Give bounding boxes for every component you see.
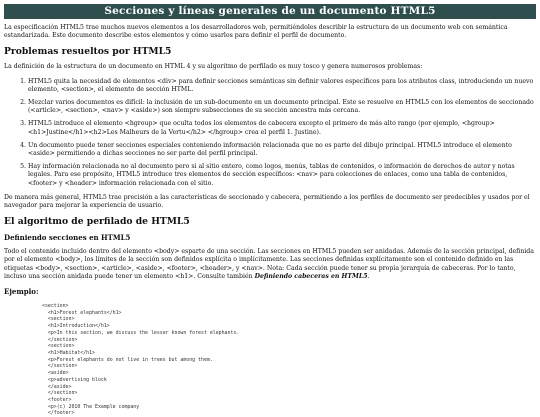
problems-lead: La definición de la estructura de un documento en HTML 4 y su algoritmo de perfilado es muy tosco y genera numerosos problemas: [4,63,423,71]
list-item: 1. HTML5 quita la necesidad de elementos <div> para definir secciones semánticas sin definir valores específicos para los atributos class, introduciendo un nuevo elemento, <section>, el elemento de sección HTML. [28,78,536,94]
sections-body-end: . [367,272,370,280]
intro-paragraph: La especificación HTML5 trae muchos nuevos elementos a los desarrolladores web, permitiéndoles describir la estructura de un documento web con semántica estandarizada. Este documento describe estos elementos y cómo usarlos para definir el perfil de documento. [4,24,508,40]
list-item: 4. Un documento puede tener secciones especiales conteniendo información relacionada que no es parte del dibujo principal. HTML5 introduce el elemento <aside> permitiendo a dichas secciones no ser parte del perfil principal. [28,142,536,158]
sections-paragraph [4,248,536,281]
sections-body-text: Todo el contenido incluido dentro del elemento <body> esparte de una sección. Las secciones en HTML5 pueden ser anidadas. Además de la sección principal, definida por el elemento <body>, los límites de la sección son definidos explícita o implícitamente. Las secciones definidas explícitamente son el contenido definido en las etiquetas <body>, <section>, <article>, <aside>, <footer>, <header>, y <nav>. Nota: Cada sección puede tener su propia jerarquía de cabeceras. Por lo tanto, incluso una sección anidada puede tener un elemento <h1>. Consulte también [4,248,534,280]
defining-headers-link[interactable]: Definiendo cabeceras en HTML5 [254,272,368,280]
section-heading-problems: Problemas resueltos por HTML5 [4,46,172,58]
list-item: 5. Hay información relacionada no al documento pero si al sitio entero, como logos, menús, tablas de contenidos, o información de derechos de autor y notas legales. Para ese propósito, HTML5 introduce tres elementos de sección específicos: <nav> para colecciones de enlaces, como una tabla de contenidos, <footer> y <header> información relacionada con el sitio. [28,163,536,188]
section-heading-algorithm: El algoritmo de perfilado de HTML5 [4,216,190,228]
list-item: 2. Mezclar varios documentos es difícil: la inclusión de un sub-documento en un documento principal. Este se resuelve en HTML5 con los elementos de seccionado (<article>, <section>, <nav> y <aside>) son siempre subsecciones de su sección ancestra más cercana. [28,99,536,115]
problems-closing: De manera más general, HTML5 trae precisión a las características de seccionado y cabecera, permitiendo a los perfiles de documento ser predecibles y usados por el navegador para mejorar la experiencia de usuario. [4,193,530,210]
list-item: 3. HTML5 introduce el elemento <hgroup> que oculta todos los elementos de cabecera excepto el primero de más alto rango (por ejemplo, <hgroup><h1>Justine</h1><h2>Les Malheurs de la Vertu</h2> </hgroup> crea el perfil 1. Justine). [28,120,536,136]
example-label: Ejemplo: [4,287,39,297]
problems-list [4,78,536,188]
page-title: Secciones y líneas generales de un documento HTML5 [4,4,536,19]
subheading-defining-sections: Definiendo secciones en HTML5 [4,233,131,243]
code-example: <section> <h1>Forest elephants</h1> <section> <h1>Introduction</h1> <p>In this section, we discuss the lesser known forest elephants. </section> <section> <h1>Habitat</h1> <p>Forest elephants do not live in trees but among them. </section> <aside> <p>advertising block </aside> </section> <footer> <p>(c) 2010 The Example company </footer> [42,303,240,417]
